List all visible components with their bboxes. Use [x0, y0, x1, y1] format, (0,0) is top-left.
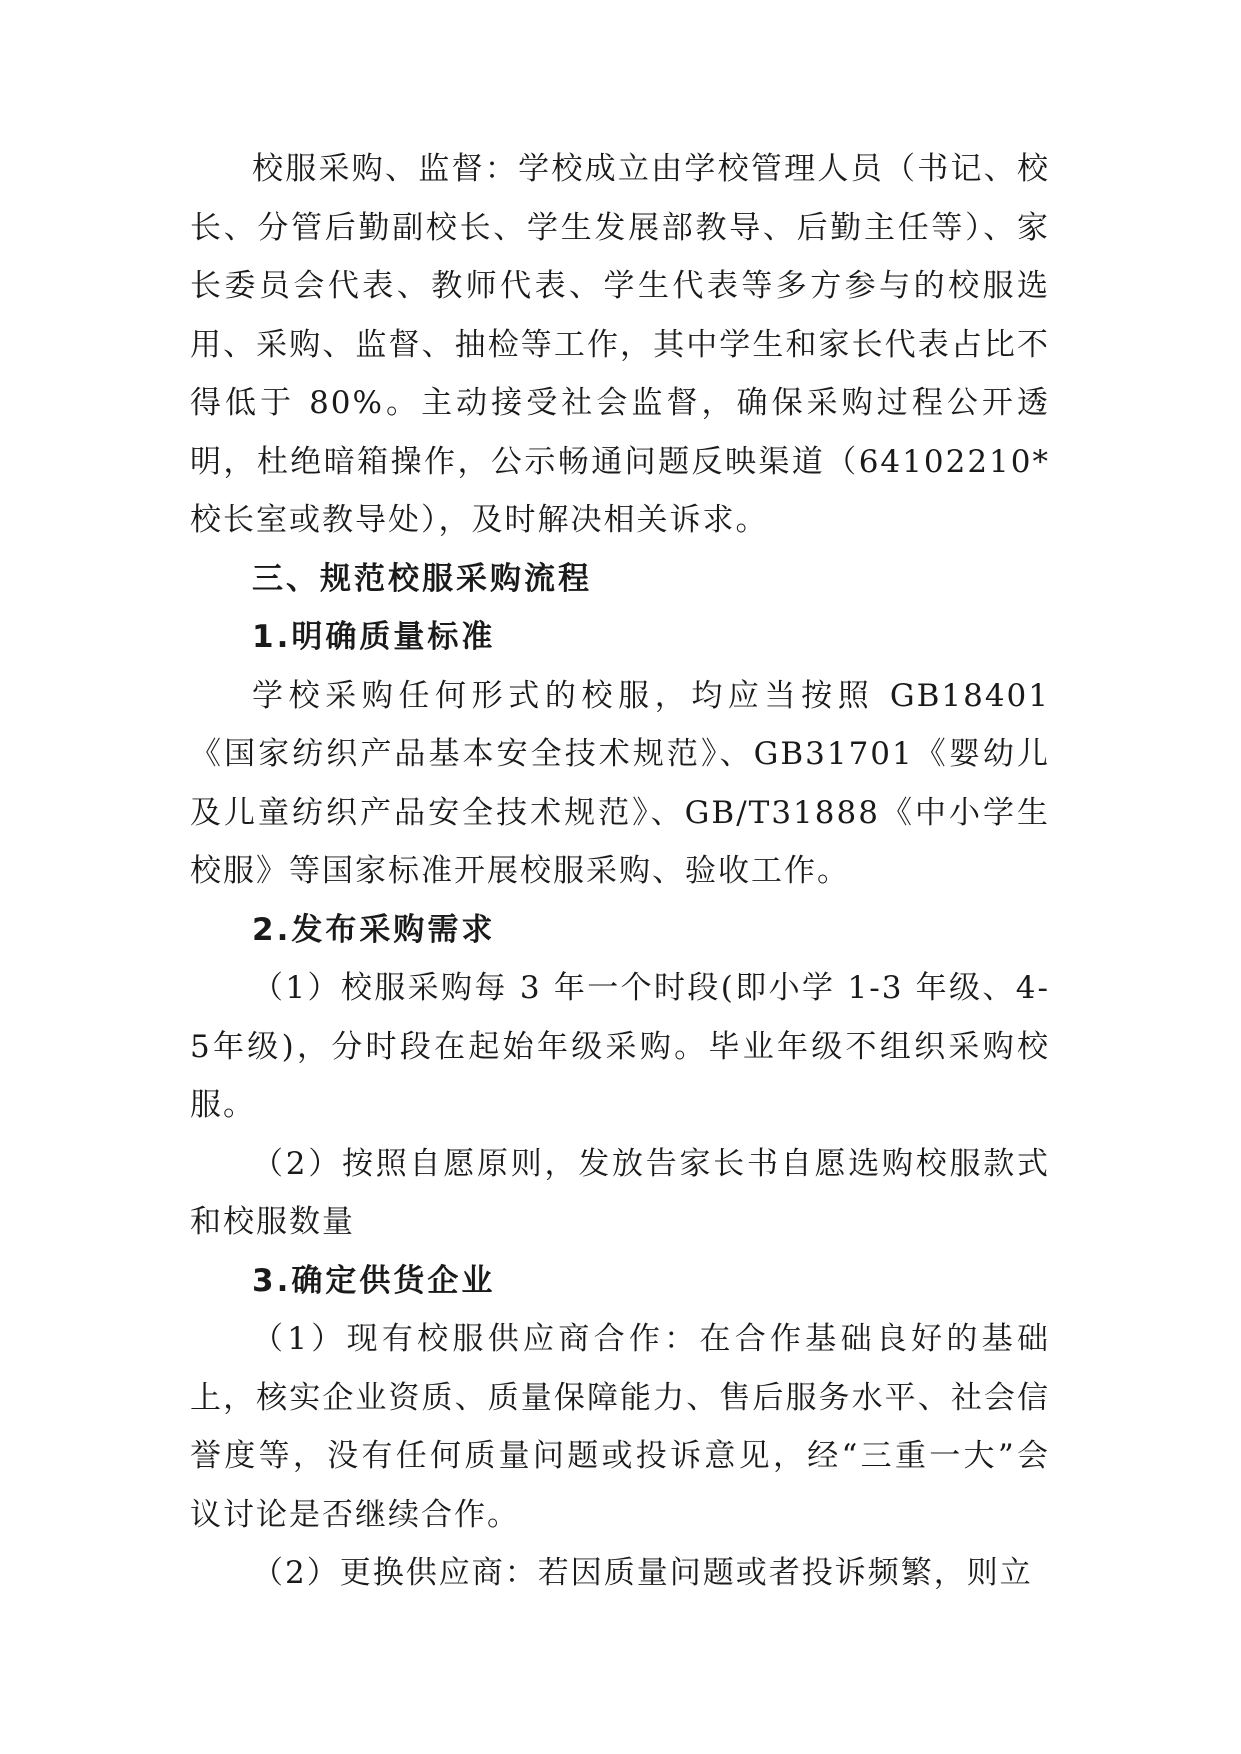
section-heading-3: 三、规范校服采购流程 — [252, 560, 592, 597]
paragraph-procurement-supervision: 校服采购、监督：学校成立由学校管理人员（书记、校长、分管后勤副校长、学生发展部教导、后勤主任等）、家长委员会代表、教师代表、学生代表等多方参与的校服选用、采购、监督、抽检等工作，其中学生和家长代表占比不得低于 80%。主动接受社会监督，确保采购过程公开透明，杜绝暗箱操作，公示畅通问题反映渠道（64102210*校长室或教导处），及时解决相关诉求。 — [190, 151, 1050, 538]
paragraph-existing-supplier: （1）现有校服供应商合作：在合作基础良好的基础上，核实企业资质、质量保障能力、售后服务水平、社会信誉度等，没有任何质量问题或投诉意见，经“三重一大”会议讨论是否继续合作。 — [190, 1321, 1050, 1533]
paragraph-procurement-period: （1）校服采购每 3 年一个时段(即小学 1-3 年级、4-5年级)，分时段在起始年级采购。毕业年级不组织采购校服。 — [190, 970, 1050, 1123]
paragraph-replace-supplier: （2）更换供应商：若因质量问题或者投诉频繁，则立 — [252, 1555, 1033, 1591]
paragraph-voluntary-principle: （2）按照自愿原则，发放告家长书自愿选购校服款式和校服数量 — [190, 1145, 1050, 1240]
subheading-supplier-selection: 3.确定供货企业 — [252, 1262, 496, 1299]
subheading-publish-demand: 2.发布采购需求 — [252, 911, 496, 948]
subheading-quality-standard: 1.明确质量标准 — [252, 619, 496, 655]
document-page — [190, 140, 1050, 1603]
paragraph-quality-standard: 学校采购任何形式的校服，均应当按照 GB18401《国家纺织产品基本安全技术规范》、GB31701《婴幼儿及儿童纺织产品安全技术规范》、GB/T31888《中小学生校服》等国家标准开展校服采购、验收工作。 — [190, 677, 1050, 889]
